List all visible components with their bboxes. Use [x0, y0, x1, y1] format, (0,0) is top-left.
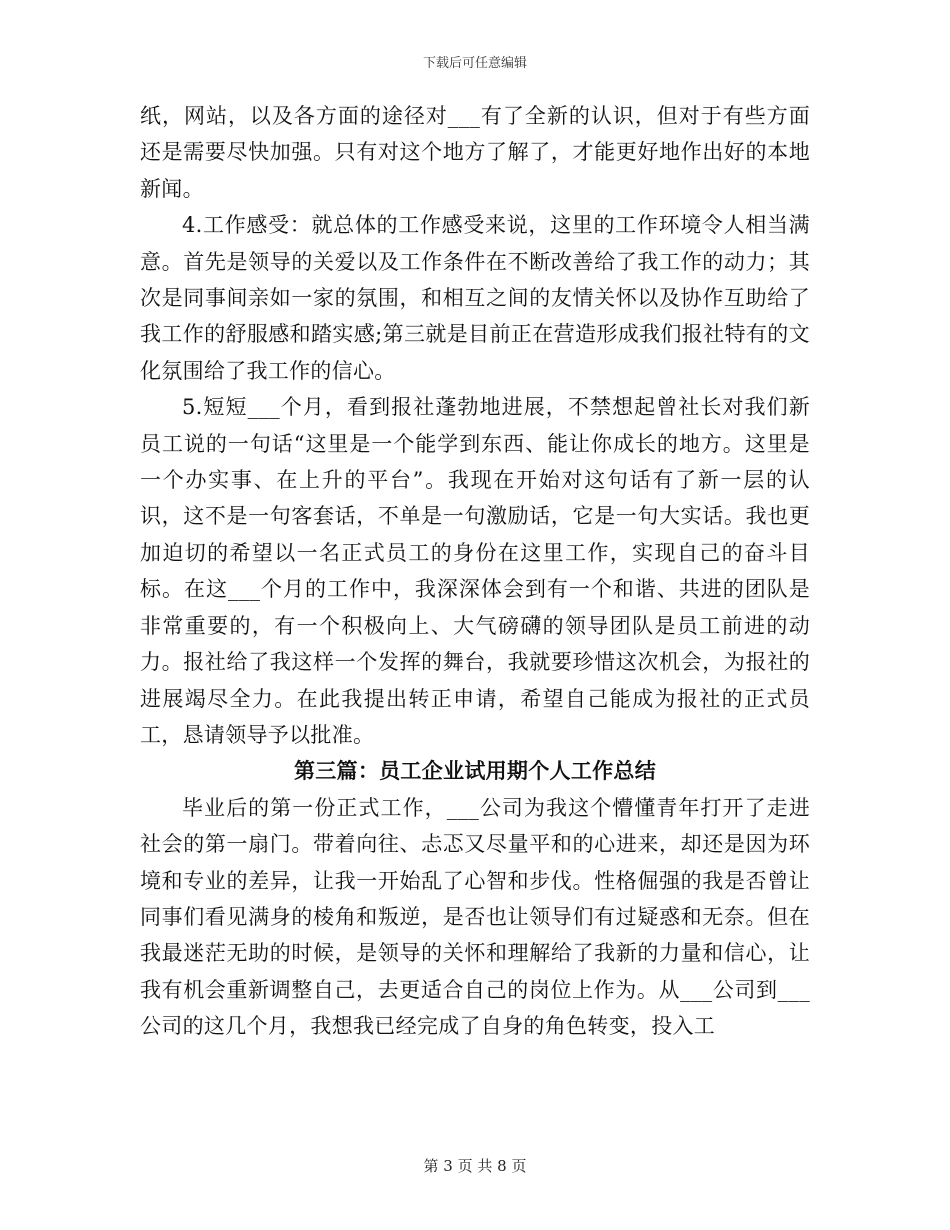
page-header: 下载后可任意编辑	[422, 56, 527, 71]
page-footer: 第 3 页 共 8 页	[423, 1157, 527, 1175]
section-heading: 第三篇：员工企业试用期个人工作总结	[293, 758, 657, 784]
paragraph-first-job: 毕业后的第一份正式工作，___公司为我这个懵懂青年打开了走进社会的第一扇门。带着向往、忐忑又尽量平和的心进来，却还是因为环境和专业的差异，让我一开始乱了心智和步伐。性格倔强的我是否曾让同事们看见满身的棱角和叛逆，是否也让领导们有过疑惑和无奈。但在我最迷茫无助的时候，是领导的关怀和理解给了我新的力量和信心，让我有机会重新调整自己，去更适合自己的岗位上作为。从___公司到___公司的这几个月，我想我已经完成了自身的角色转变，投入工	[140, 795, 810, 1039]
paragraph-work-feeling: 4.工作感受：就总体的工作感受来说，这里的工作环境令人相当满意。首先是领导的关爱以及工作条件在不断改善给了我工作的动力；其次是同事间亲如一家的氛围，和相互之间的友情关怀以及协作互助给了我工作的舒服感和踏实感;第三就是目前正在营造形成我们报社特有的文化氛围给了我工作的信心。	[140, 213, 810, 383]
paragraph-months-summary: 5.短短___个月，看到报社蓬勃地进展，不禁想起曾社长对我们新员工说的一句话“这里是一个能学到东西、能让你成长的地方。这里是一个办实事、在上升的平台”。我现在开始对这句话有了新一层的认识，这不是一句客套话，不单是一句激励话，它是一句大实话。我也更加迫切的希望以一名正式员工的身份在这里工作，实现自己的奋斗目标。在这___个月的工作中，我深深体会到有一个和谐、共进的团队是非常重要的，有一个积极向上、大气磅礴的领导团队是员工前进的动力。报社给了我这样一个发挥的舞台，我就要珍惜这次机会，为报社的进展竭尽全力。在此我提出转正申请，希望自己能成为报社的正式员工，恳请领导予以批准。	[140, 395, 810, 747]
document-body	[140, 98, 810, 1045]
paragraph-continued: 纸，网站，以及各方面的途径对___有了全新的认识，但对于有些方面还是需要尽快加强。只有对这个地方了解了，才能更好地作出好的本地新闻。	[140, 104, 810, 201]
